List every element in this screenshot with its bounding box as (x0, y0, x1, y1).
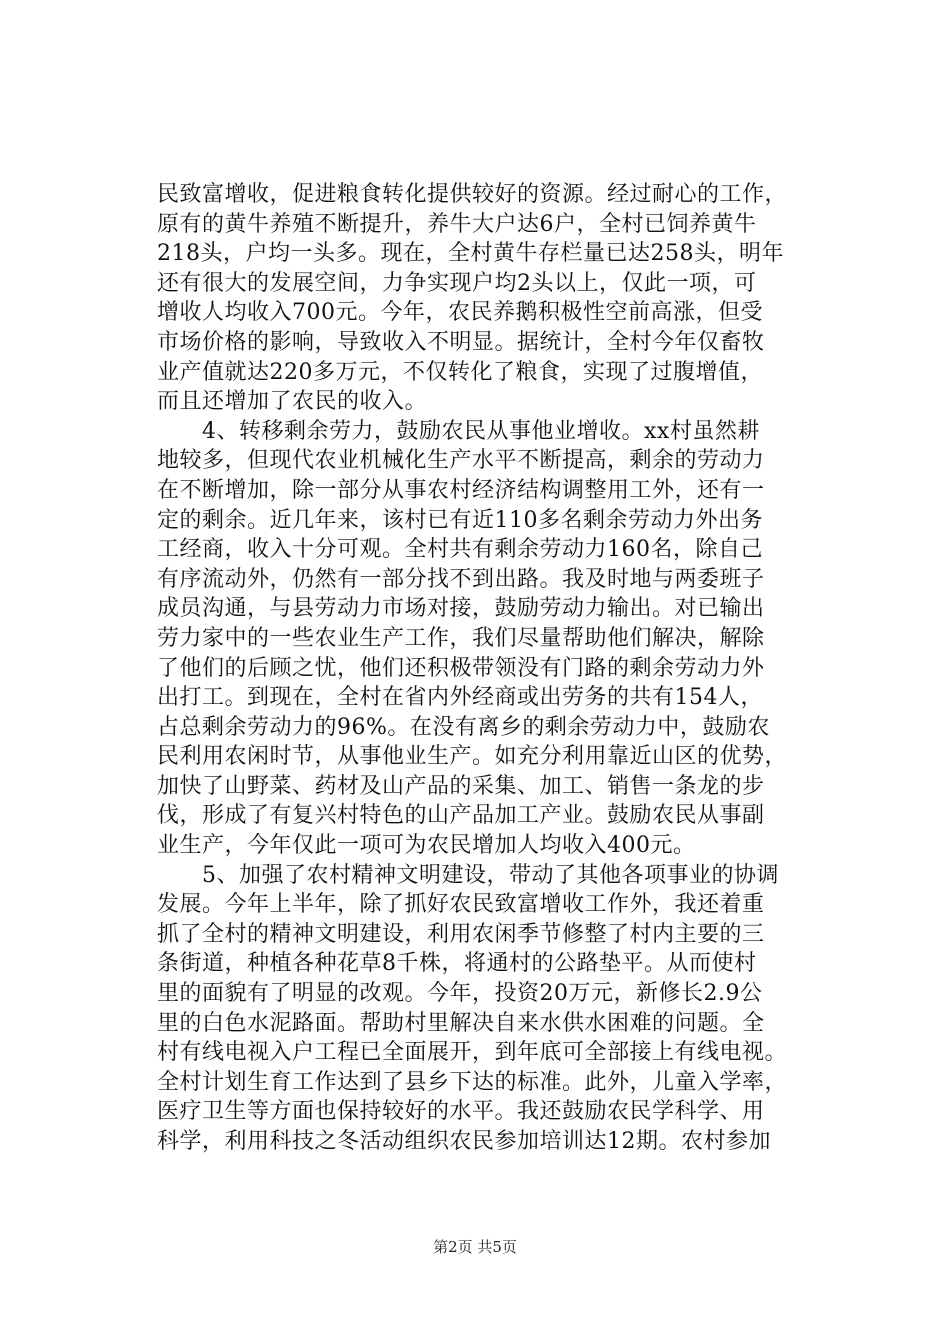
text-line: 村有线电视入户工程已全面展开，到年底可全部接上有线电视。 (157, 1040, 788, 1066)
text-line: 占总剩余劳动力的96%。在没有离乡的剩余劳动力中，鼓励农 (157, 714, 770, 740)
text-line: 加快了山野菜、药材及山产品的采集、加工、销售一条龙的步 (157, 773, 765, 799)
text-line: 劳力家中的一些农业生产工作，我们尽量帮助他们解决，解除 (157, 625, 765, 651)
text-line: 成员沟通，与县劳动力市场对接，鼓励劳动力输出。对已输出 (157, 596, 765, 622)
text-line: 里的白色水泥路面。帮助村里解决自来水供水困难的问题。全 (157, 1010, 765, 1036)
text-line: 全村计划生育工作达到了县乡下达的标准。此外，儿童入学率， (157, 1069, 788, 1095)
text-line: 定的剩余。近几年来，该村已有近110多名剩余劳动力外出务 (157, 507, 763, 533)
text-line: 条街道，种植各种花草8千株，将通村的公路垫平。从而使村 (157, 951, 757, 977)
text-line: 民利用农闲时节，从事他业生产。如充分利用靠近山区的优势， (157, 744, 788, 770)
text-line: 在不断增加，除一部分从事农村经济结构调整用工外，还有一 (157, 477, 765, 503)
text-line: 增收人均收入700元。今年，农民养鹅积极性空前高涨，但受 (157, 300, 763, 326)
text-line: 5、加强了农村精神文明建设，带动了其他各项事业的协调 (157, 862, 779, 888)
text-line: 医疗卫生等方面也保持较好的水平。我还鼓励农民学科学、用 (157, 1099, 765, 1125)
text-line: 里的面貌有了明显的改观。今年，投资20万元，新修长2.9公 (157, 981, 763, 1007)
page-footer (0, 1236, 950, 1257)
text-line: 市场价格的影响，导致收入不明显。据统计，全村今年仅畜牧 (157, 329, 765, 355)
page-number-label: 第2页 共5页 (433, 1238, 517, 1256)
text-line: 抓了全村的精神文明建设，利用农闲季节修整了村内主要的三 (157, 921, 765, 947)
text-line: 了他们的后顾之忧，他们还积极带领没有门路的剩余劳动力外 (157, 655, 765, 681)
text-line: 有序流动外，仍然有一部分找不到出路。我及时地与两委班子 (157, 566, 765, 592)
text-line: 原有的黄牛养殖不断提升，养牛大户达6户，全村已饲养黄牛 (157, 211, 757, 237)
text-line: 民致富增收，促进粮食转化提供较好的资源。经过耐心的工作， (157, 182, 788, 207)
text-line: 伐，形成了有复兴村特色的山产品加工产业。鼓励农民从事副 (157, 803, 765, 829)
text-line: 业生产，今年仅此一项可为农民增加人均收入400元。 (157, 833, 696, 859)
text-line: 还有很大的发展空间，力争实现户均2头以上，仅此一项，可 (157, 270, 757, 296)
text-line: 4、转移剩余劳力，鼓励农民从事他业增收。xx村虽然耕 (157, 418, 760, 444)
text-line: 而且还增加了农民的收入。 (157, 389, 428, 415)
text-line: 发展。今年上半年，除了抓好农民致富增收工作外，我还着重 (157, 892, 765, 918)
text-line: 业产值就达220多万元，不仅转化了粮食，实现了过腹增值， (157, 359, 763, 385)
text-line: 科学，利用科技之冬活动组织农民参加培训达12期。农村参加 (157, 1129, 771, 1154)
text-line: 工经商，收入十分可观。全村共有剩余劳动力160名，除自己 (157, 537, 763, 563)
text-line: 地较多，但现代农业机械化生产水平不断提高，剩余的劳动力 (157, 448, 765, 474)
text-line: 218头，户均一头多。现在，全村黄牛存栏量已达258头，明年 (157, 241, 784, 267)
body-text (157, 180, 847, 1157)
text-line: 出打工。到现在，全村在省内外经商或出劳务的共有154人， (157, 685, 763, 711)
